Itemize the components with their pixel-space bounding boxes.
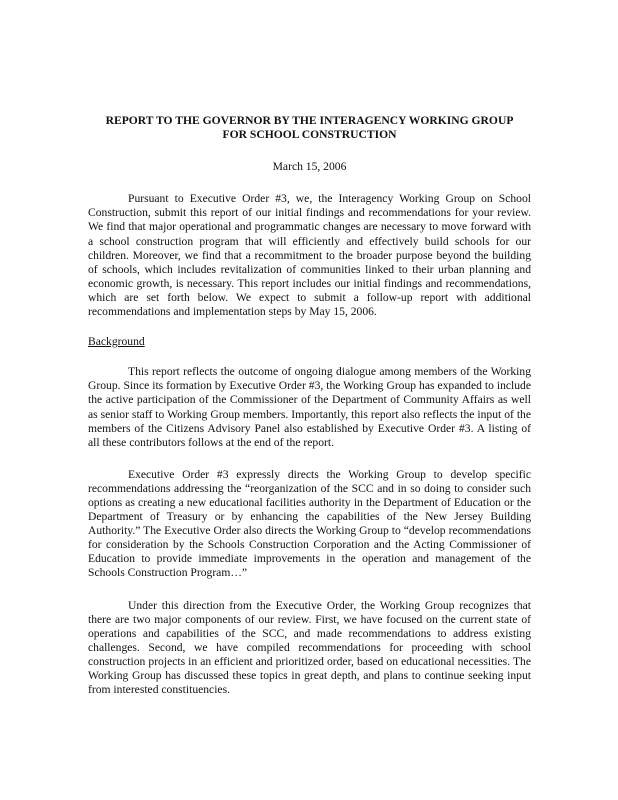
background-paragraph-2: Executive Order #3 expressly directs the Working Group to develop specific recommendations addressing the “reorganization of the SCC and in so doing to consider such options as creating a new educational facilities authority in the Department of Education or the Department of Treasury or by enhancing the capabilities of the New Jersey Building Authority.” The Executive Order also directs the Working Group to “develop recommendations for consideration by the Schools Construction Corporation and the Acting Commissioner of Education to provide immediate improvements in the operation and management of the Schools Construction Program…” <box>88 467 531 580</box>
report-date: March 15, 2006 <box>272 160 347 174</box>
intro-paragraph: Pursuant to Executive Order #3, we, the Interagency Working Group on School Construction, submit this report of our initial findings and recommendations for your review. We find that major operational and programmatic changes are necessary to move forward with a school construction program that will efficiently and effectively build schools for our children. Moreover, we find that a recommitment to the broader purpose beyond the building of schools, which includes revitalization of communities linked to their urban planning and economic growth, is necessary. This report includes our initial findings and recommendations, which are set forth below. We expect to submit a follow-up report with additional recommendations and implementation steps by May 15, 2006. <box>88 192 531 319</box>
document-page <box>88 114 531 697</box>
report-title <box>88 114 531 142</box>
report-title-line-1: REPORT TO THE GOVERNOR BY THE INTERAGENCY WORKING GROUP <box>105 114 514 127</box>
background-paragraph-1: This report reflects the outcome of ongoing dialogue among members of the Working Group. Since its formation by Executive Order #3, the Working Group has expanded to include the active participation of the Commissioner of the Department of Community Affairs as well as senior staff to Working Group members. Importantly, this report also reflects the input of the members of the Citizens Advisory Panel also established by Executive Order #3. A listing of all these contributors follows at the end of the report. <box>88 365 531 449</box>
report-title-line-2: FOR SCHOOL CONSTRUCTION <box>222 128 397 142</box>
background-paragraph-3: Under this direction from the Executive Order, the Working Group recognizes that there are two major components of our review. First, we have focused on the current state of operations and capabilities of the SCC, and made recommendations to address existing challenges. Second, we have compiled recommendations for proceeding with school construction projects in an efficient and prioritized order, based on educational necessities. The Working Group has discussed these topics in great depth, and plans to continue seeking input from interested constituencies. <box>88 598 531 697</box>
section-heading-background: Background <box>88 335 145 349</box>
